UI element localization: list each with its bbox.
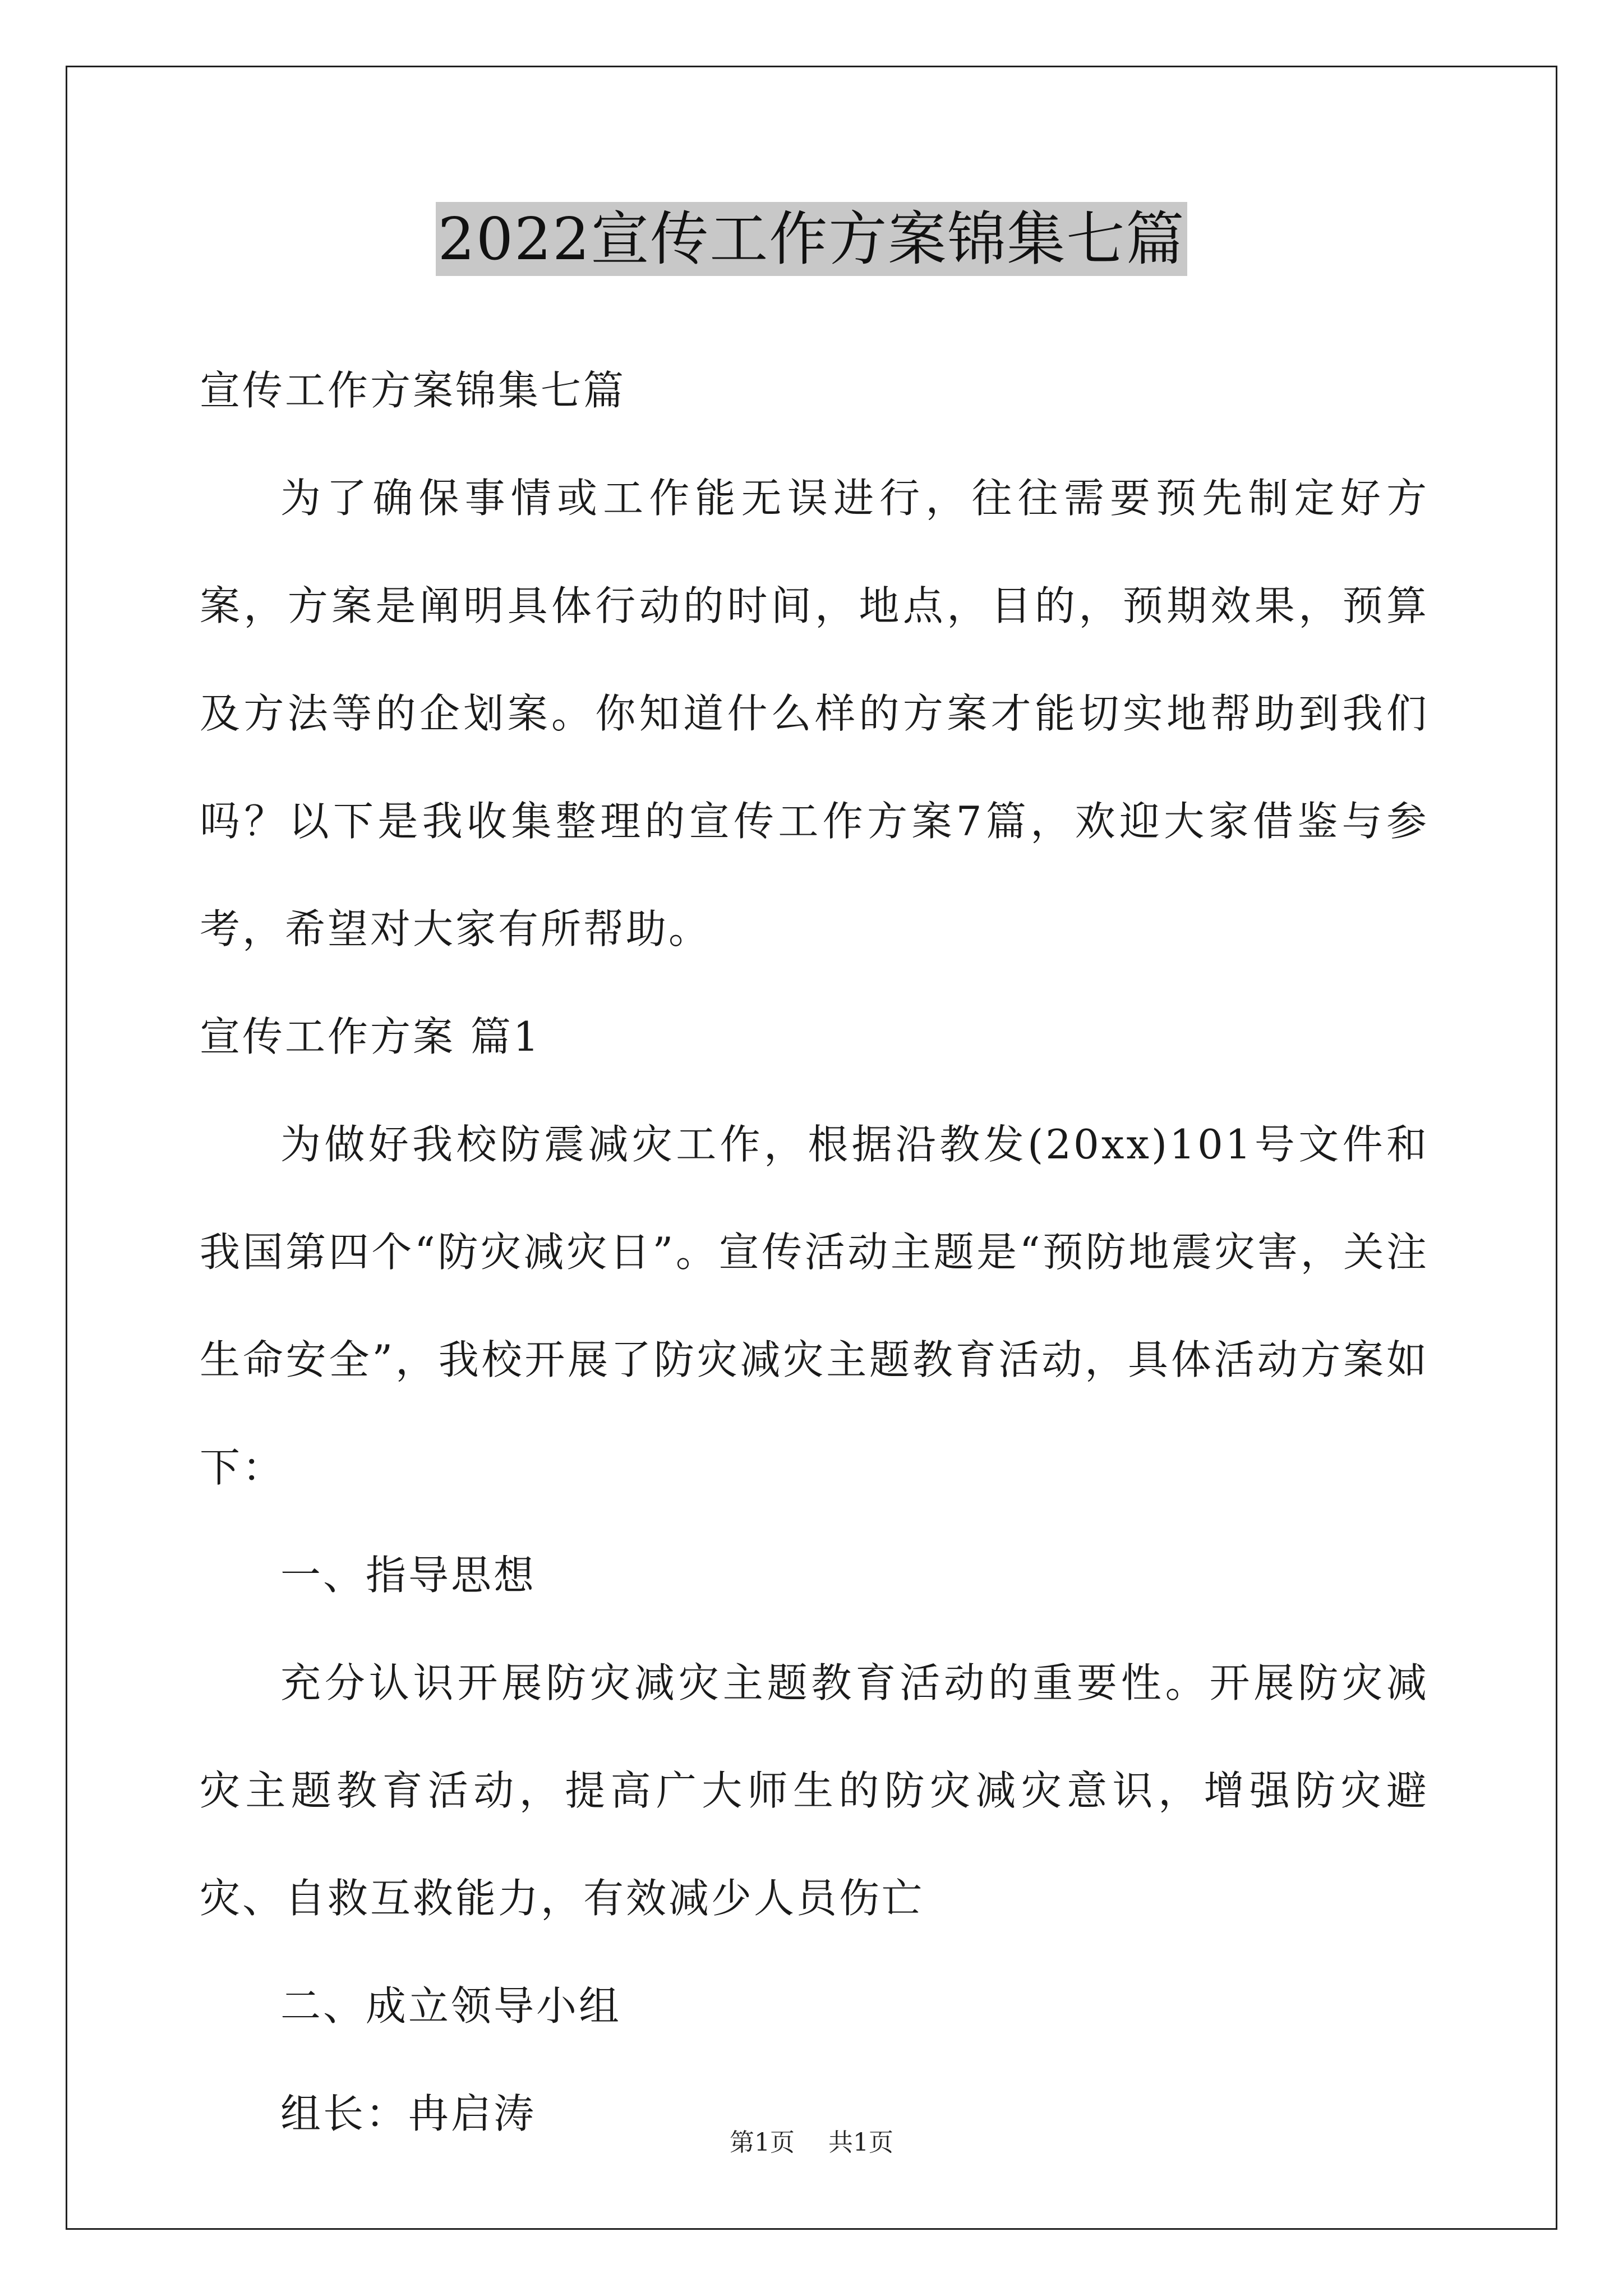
subheading: 二、成立领导小组 [280, 1982, 622, 2030]
page-number-current: 第1页 [730, 2128, 795, 2157]
subtitle-paragraph: 宣传工作方案锦集七篇 [200, 367, 626, 414]
subheading: 一、指导思想 [280, 1552, 537, 1599]
document-body [200, 337, 1429, 2168]
body-paragraph: 充分认识开展防灾减灾主题教育活动的重要性。开展防灾减灾主题教育活动，提高广大师生的防灾减灾意识，增强防灾避灾、自救互救能力，有效减少人员伤亡 [200, 1659, 1429, 1922]
intro-paragraph: 为了确保事情或工作能无误进行，往往需要预先制定好方案，方案是阐明具体行动的时间，地点，目的，预期效果，预算及方法等的企划案。你知道什么样的方案才能切实地帮助到我们吗？以下是我收集整理的宣传工作方案7篇，欢迎大家借鉴与参考，希望对大家有所帮助。 [200, 475, 1429, 953]
page-footer [0, 2126, 1623, 2160]
section-heading: 宣传工作方案 篇1 [200, 1013, 541, 1060]
body-paragraph: 组长：冉启涛 [280, 2090, 537, 2137]
title-container [0, 202, 1623, 276]
body-paragraph: 为做好我校防震减灾工作，根据沿教发(20xx)101号文件和我国第四个“防灾减灾日”。宣传活动主题是“预防地震灾害，关注生命安全”，我校开展了防灾减灾主题教育活动，具体活动方案如下： [200, 1121, 1429, 1491]
document-title: 2022宣传工作方案锦集七篇 [436, 202, 1188, 276]
page-number-total: 共1页 [828, 2128, 893, 2157]
